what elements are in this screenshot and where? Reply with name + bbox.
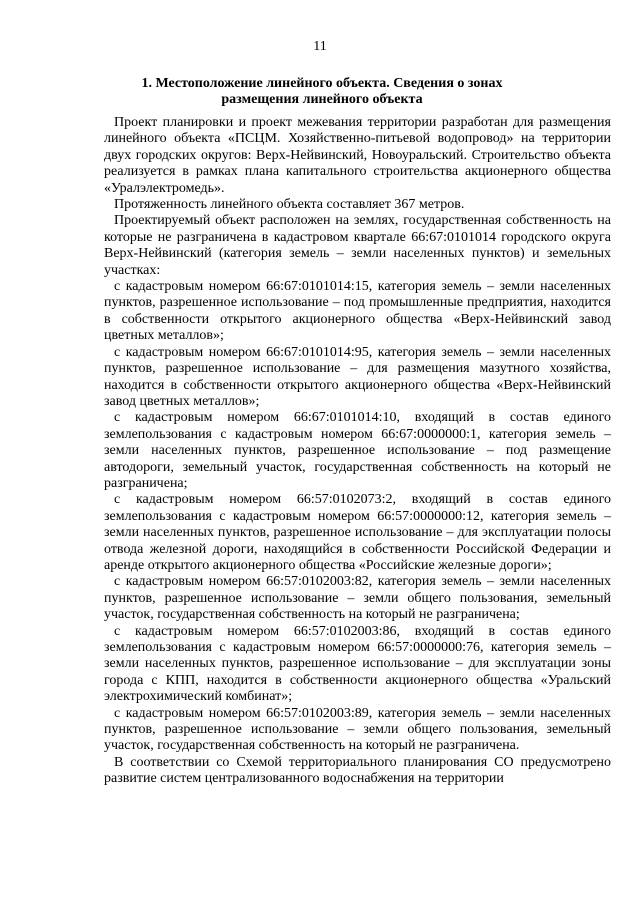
paragraph: Проектируемый объект расположен на землях, государственная собственность на которые не разграничена в кадастровом квартале 66:67:0101014 городского округа Верх-Нейвинский (категория земель – земли населенных пунктов) и земельных участках: xyxy=(104,213,611,278)
paragraph: Протяженность линейного объекта составляет 367 метров. xyxy=(114,197,465,213)
paragraph: Проект планировки и проект межевания территории разработан для размещения линейного объекта «ПСЦМ. Хозяйственно-питьевой водопровод» на территории двух городских округов: Верх-Нейвинский, Новоуральский. Строительство объекта реализуется в рамках плана капитального строительства акционерного общества «Уралэлектромедь». xyxy=(104,115,611,196)
paragraph: с кадастровым номером 66:57:0102003:89, категория земель – земли населенных пунктов, разрешенное использование – земли общего пользования, земельный участок, государственная собственность на который не разграничена. xyxy=(104,705,611,754)
paragraph: с кадастровым номером 66:57:0102003:82, категория земель – земли населенных пунктов, разрешенное использование – земли общего пользования, земельный участок, государственная собственность на который не разграничена; xyxy=(104,574,611,623)
paragraph: с кадастровым номером 66:57:0102003:86, входящий в состав единого землепользования с кадастровым номером 66:57:0000000:76, категория земель – земли населенных пунктов, разрешенное использование – для эксплуатации зоны города с КПП, находится в собственности акционерного общества «Уральский электрохимический комбинат»; xyxy=(104,623,611,705)
paragraph: с кадастровым номером 66:67:0101014:95, категория земель – земли населенных пунктов, разрешенное использование – для размещения мазутного хозяйства, находится в собственности открытого акционерного общества «Верх-Нейвинский завод цветных металлов»; xyxy=(104,344,611,409)
paragraph: с кадастровым номером 66:67:0101014:10, входящий в состав единого землепользования с кадастровым номером 66:67:0000000:1, категория земель – земли населенных пунктов, разрешенное использование – под размещение автодороги, земельный участок, государственная собственность на который не разграничена; xyxy=(104,410,611,491)
paragraph: с кадастровым номером 66:57:0102073:2, входящий в состав единого землепользования с кадастровым номером 66:57:0000000:12, категория земель – земли населенных пунктов, разрешенное использование – для эксплуатации полосы отвода железной дороги, находящийся в собственности Российской Федерации и аренде открытого акционерного общества «Российские железные дороги»; xyxy=(104,492,611,573)
section-heading: 1. Местоположение линейного объекта. Сведения о зонах размещения линейного объекта xyxy=(141,76,503,107)
paragraph: В соответствии со Схемой территориального планирования СО предусмотрено развитие систем централизованного водоснабжения на территории xyxy=(104,754,611,787)
paragraph: с кадастровым номером 66:67:0101014:15, категория земель – земли населенных пунктов, разрешенное использование – под промышленные предприятия, находится в собственности открытого акционерного общества «Верх-Нейвинский завод цветных металлов»; xyxy=(104,279,611,344)
page-number: 11 xyxy=(313,39,327,54)
document-body xyxy=(104,115,611,788)
